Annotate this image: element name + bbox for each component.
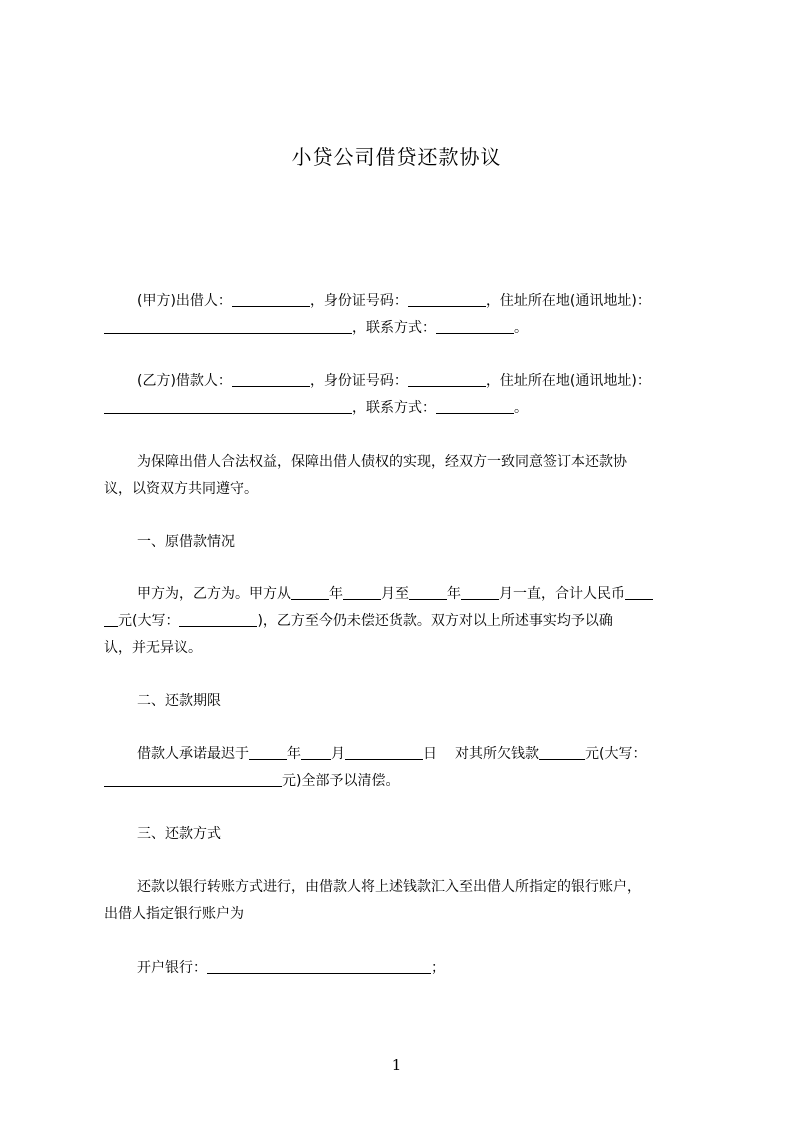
party-b-contact-label: ，联系方式：: [352, 400, 436, 416]
due-year-label: 年: [287, 746, 301, 762]
party-b-end: 。: [514, 400, 528, 416]
bank-label: 开户银行：: [137, 960, 207, 976]
start-month-blank[interactable]: [343, 585, 381, 600]
section-2-text-3: 元)全部予以清偿。: [282, 773, 400, 789]
party-a-id-label: ，身份证号码：: [309, 293, 408, 309]
preamble-line-2: 议，以资双方共同遵守。: [104, 481, 258, 497]
party-b-address-label: ，住址所在地(通讯地址)：: [485, 373, 651, 389]
section-2-yuan-label: 元(大写：: [585, 746, 647, 762]
document-title: 小贷公司借贷还款协议: [291, 145, 502, 169]
party-b-id-blank[interactable]: [408, 372, 486, 387]
section-1-line-2: [104, 611, 613, 631]
year-label-1: 年: [329, 586, 343, 602]
page-number: 1: [391, 1056, 402, 1074]
end-month-blank[interactable]: [461, 585, 499, 600]
section-1-text-3: )，乙方至今仍未偿还货款。双方对以上所述事实均予以确: [257, 613, 613, 629]
party-a-address-blank[interactable]: [104, 319, 352, 334]
section-1-heading: 一、原借款情况: [137, 534, 235, 550]
bank-end: ；: [431, 960, 445, 976]
bank-name-blank[interactable]: [207, 959, 431, 974]
section-3-line-1: 还款以银行转账方式进行，由借款人将上述钱款汇入至出借人所指定的银行账户，: [137, 879, 641, 895]
section-2-text-1: 借款人承诺最迟于: [137, 746, 249, 762]
section-2-heading: 二、还款期限: [137, 693, 221, 709]
section-1-text-2: 月一直，合计人民币: [499, 586, 625, 602]
section-1-line-1: [137, 584, 653, 604]
start-year-blank[interactable]: [291, 585, 329, 600]
party-b-label: (乙方)借款人：: [137, 373, 232, 389]
year-label-2: 年: [447, 586, 461, 602]
party-a-contact-blank[interactable]: [436, 319, 514, 334]
party-b-line-2: [104, 398, 528, 418]
party-a-line-2: [104, 318, 528, 338]
section-1-line-3: 认，并无异议。: [104, 640, 202, 656]
due-year-blank[interactable]: [249, 745, 287, 760]
due-day-blank[interactable]: [345, 745, 423, 760]
due-month-blank[interactable]: [301, 745, 331, 760]
party-b-name-blank[interactable]: [232, 372, 310, 387]
total-amount-blank-b[interactable]: [104, 612, 118, 627]
month-to-label: 月至: [381, 586, 409, 602]
party-a-id-blank[interactable]: [408, 292, 486, 307]
owed-amount-blank[interactable]: [539, 745, 585, 760]
due-day-label: 日: [423, 746, 437, 762]
section-2-line-1: [137, 744, 646, 764]
party-a-line-1: [137, 291, 651, 311]
preamble-line-1: 为保障出借人合法权益，保障出借人债权的实现，经双方一致同意签订本还款协: [137, 454, 627, 470]
party-a-address-label: ，住址所在地(通讯地址)：: [485, 293, 651, 309]
party-a-name-blank[interactable]: [232, 292, 310, 307]
party-a-label: (甲方)出借人：: [137, 293, 232, 309]
party-a-end: 。: [514, 320, 528, 336]
bank-line: [137, 958, 445, 978]
end-year-blank[interactable]: [409, 585, 447, 600]
party-a-contact-label: ，联系方式：: [352, 320, 436, 336]
section-3-line-2: 出借人指定银行账户为: [104, 906, 244, 922]
section-2-text-2: 对其所欠钱款: [455, 746, 539, 762]
due-month-label: 月: [331, 746, 345, 762]
total-amount-blank-a[interactable]: [625, 585, 653, 600]
section-1-yuan-label: 元(大写：: [118, 613, 180, 629]
section-3-heading: 三、还款方式: [137, 826, 221, 842]
party-b-address-blank[interactable]: [104, 399, 352, 414]
owed-amount-capital-blank[interactable]: [104, 772, 282, 787]
section-1-text-1: 甲方为，乙方为。甲方从: [137, 586, 291, 602]
total-amount-capital-blank[interactable]: [179, 612, 257, 627]
section-2-line-2: [104, 771, 399, 791]
party-b-contact-blank[interactable]: [436, 399, 514, 414]
party-b-line-1: [137, 371, 651, 391]
party-b-id-label: ，身份证号码：: [309, 373, 408, 389]
